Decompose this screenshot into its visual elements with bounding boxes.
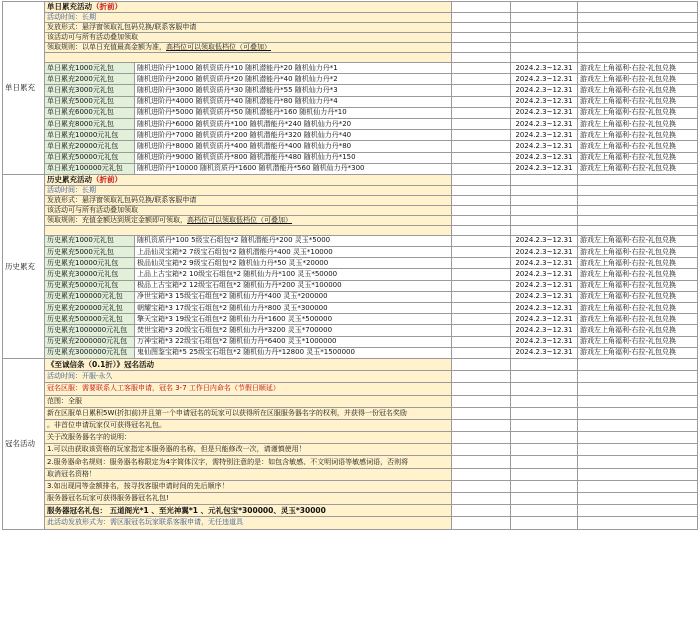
activity-date: 2024.2.3~12.31	[511, 314, 578, 325]
table-row	[3, 215, 698, 225]
naming-title: 《至诚信条（0.1折）》冠名活动	[47, 359, 155, 369]
redeem-location: 游戏左上角福利-右拉-礼包兑换	[578, 291, 698, 302]
empty-cell	[452, 43, 511, 53]
empty-cell	[452, 33, 511, 43]
empty-cell	[452, 291, 511, 302]
daily-package-name: 单日累充8000元礼包	[45, 118, 135, 129]
naming-line	[45, 383, 452, 395]
history-package-name: 历史累充1000000元礼包	[45, 325, 135, 336]
redeem-location: 游戏左上角福利-右拉-礼包兑换	[578, 74, 698, 85]
empty-cell	[452, 371, 511, 383]
daily-header-line	[45, 53, 452, 63]
history-method: 发放形式：悬浮窗领取礼包码兑换/联系客服申请	[47, 195, 197, 204]
daily-package-name: 单日累充20000元礼包	[45, 141, 135, 152]
naming-text: 2.服务器命名规则：服务器名称限定为4字简体汉字，需特别注意的是：如包含敏感、不文明词语等敏感词语，否则将	[47, 457, 409, 466]
table-row	[3, 107, 698, 118]
table-row	[3, 63, 698, 74]
empty-cell	[452, 215, 511, 225]
empty-cell	[578, 395, 698, 407]
naming-text: 关于改服务器名字的说明：	[47, 433, 131, 442]
empty-cell	[578, 23, 698, 33]
naming-line	[45, 517, 452, 529]
table-row	[3, 505, 698, 517]
empty-cell	[578, 480, 698, 492]
history-title: 历史累充活动	[47, 174, 92, 184]
empty-cell	[511, 480, 578, 492]
empty-cell	[578, 2, 698, 13]
empty-cell	[452, 225, 511, 235]
activity-date: 2024.2.3~12.31	[511, 74, 578, 85]
daily-package-content: 随机进阶丹*10000 随机资质丹*1600 随机潜能丹*560 随机仙力丹*300	[135, 163, 452, 174]
daily-package-content: 随机进阶丹*8000 随机资质丹*400 随机潜能丹*400 随机仙力丹*80	[135, 141, 452, 152]
history-package-content: 擎天宝箱*3 19级宝石组包*2 随机仙力丹*1600 灵玉*500000	[135, 314, 452, 325]
empty-cell	[511, 53, 578, 63]
empty-cell	[578, 419, 698, 431]
daily-package-content: 随机进阶丹*1000 随机资质丹*10 随机潜能丹*20 随机仙力丹*1	[135, 63, 452, 74]
table-row	[3, 13, 698, 23]
empty-cell	[452, 347, 511, 358]
history-package-name: 历史累充30000元礼包	[45, 269, 135, 280]
history-package-name: 历史累充3000000元礼包	[45, 347, 135, 358]
daily-header-line	[45, 23, 452, 33]
history-header-line	[45, 205, 452, 215]
redeem-location: 游戏左上角福利-右拉-礼包兑换	[578, 96, 698, 107]
naming-text: 服务器冠名礼包： 五道阁光*1 、至光神翼*1 、元礼包宝*300000、灵玉*30000	[47, 505, 326, 515]
empty-cell	[452, 205, 511, 215]
naming-line	[45, 493, 452, 505]
history-package-content: 万神宝箱*3 22级宝石组包*2 随机仙力丹*6400 灵玉*1000000	[135, 336, 452, 347]
table-row	[3, 53, 698, 63]
naming-line	[45, 395, 452, 407]
daily-package-content: 随机进阶丹*3000 随机资质丹*30 随机潜能丹*55 随机仙力丹*3	[135, 85, 452, 96]
activity-date: 2024.2.3~12.31	[511, 130, 578, 141]
empty-cell	[578, 13, 698, 23]
history-package-name: 历史累充500000元礼包	[45, 314, 135, 325]
history-header-line	[45, 225, 452, 235]
daily-package-name: 单日累充50000元礼包	[45, 152, 135, 163]
table-row	[3, 152, 698, 163]
table-row	[3, 96, 698, 107]
history-package-content: 极品仙灵宝箱*2 9级宝石组包*2 随机仙力丹*50 灵玉*20000	[135, 258, 452, 269]
table-row	[3, 74, 698, 85]
history-rule: 领取规则：充值金额达到规定金额即可领取，	[47, 215, 187, 224]
empty-cell	[452, 74, 511, 85]
daily-rule-underline: 高档位可以领取低档位（可叠加）	[166, 43, 271, 51]
activity-date: 2024.2.3~12.31	[511, 107, 578, 118]
redeem-location: 游戏左上角福利-右拉-礼包兑换	[578, 118, 698, 129]
empty-cell	[452, 444, 511, 456]
empty-cell	[511, 195, 578, 205]
empty-cell	[511, 493, 578, 505]
naming-line	[45, 358, 452, 370]
activity-date: 2024.2.3~12.31	[511, 163, 578, 174]
empty-cell	[452, 432, 511, 444]
daily-package-content: 随机进阶丹*4000 随机资质丹*40 随机潜能丹*80 随机仙力丹*4	[135, 96, 452, 107]
empty-cell	[511, 358, 578, 370]
table-row	[3, 235, 698, 246]
table-row	[3, 419, 698, 431]
history-package-name: 历史累充50000元礼包	[45, 280, 135, 291]
daily-header-line	[45, 33, 452, 43]
table-row	[3, 303, 698, 314]
activity-date: 2024.2.3~12.31	[511, 280, 578, 291]
naming-text: 3.如出现同等金额排名，按寻找客服申请时间的先后顺序！	[47, 481, 229, 490]
empty-cell	[511, 407, 578, 419]
empty-cell	[452, 23, 511, 33]
empty-cell	[452, 303, 511, 314]
history-title-tag: （折前）	[92, 174, 122, 184]
table-row	[3, 2, 698, 13]
naming-text: 。非首位申请玩家仅可获得冠名礼包。	[47, 420, 166, 429]
empty-cell	[578, 195, 698, 205]
empty-cell	[452, 163, 511, 174]
naming-text: 1.可以由获取该资格的玩家指定本服务器的名称，但是只能修改一次，请谨慎使用！	[47, 445, 306, 454]
activity-date: 2024.2.3~12.31	[511, 152, 578, 163]
empty-cell	[511, 371, 578, 383]
history-package-content: 焚世宝箱*3 20级宝石组包*2 随机仙力丹*3200 灵玉*700000	[135, 325, 452, 336]
naming-line	[45, 432, 452, 444]
empty-cell	[452, 336, 511, 347]
naming-line	[45, 468, 452, 480]
empty-cell	[452, 185, 511, 195]
activity-date: 2024.2.3~12.31	[511, 269, 578, 280]
empty-cell	[452, 383, 511, 395]
history-time: 活动时间：长期	[47, 185, 96, 194]
redeem-location: 游戏左上角福利-右拉-礼包兑换	[578, 63, 698, 74]
empty-cell	[452, 456, 511, 468]
daily-package-content: 随机进阶丹*6000 随机资质丹*100 随机潜能丹*240 随机仙力丹*20	[135, 118, 452, 129]
empty-cell	[511, 395, 578, 407]
empty-cell	[452, 174, 511, 185]
empty-cell	[511, 225, 578, 235]
table-row	[3, 325, 698, 336]
redeem-location: 游戏左上角福利-右拉-礼包兑换	[578, 258, 698, 269]
daily-header-line	[45, 13, 452, 23]
table-row	[3, 395, 698, 407]
table-row	[3, 336, 698, 347]
empty-cell	[578, 185, 698, 195]
activity-date: 2024.2.3~12.31	[511, 303, 578, 314]
empty-cell	[452, 517, 511, 529]
empty-cell	[578, 215, 698, 225]
history-header-line	[45, 185, 452, 195]
history-stack: 该活动可与所有活动叠加领取	[47, 205, 138, 214]
empty-cell	[452, 107, 511, 118]
naming-text: 范围：全服	[47, 396, 82, 405]
empty-cell	[578, 432, 698, 444]
naming-text: 新在区服单日累积5W(折扣前)并且第一个申请冠名的玩家可以获得所在区服服务器名字的权利，并获得一份冠名奖励	[47, 408, 407, 417]
empty-cell	[578, 383, 698, 395]
empty-cell	[511, 13, 578, 23]
empty-cell	[511, 33, 578, 43]
activity-date: 2024.2.3~12.31	[511, 85, 578, 96]
history-rule-underline: 高档位可以领取低档位（可叠加）	[187, 215, 292, 224]
empty-cell	[511, 174, 578, 185]
daily-stack: 该活动可与所有活动叠加领取	[47, 33, 138, 41]
daily-package-name: 单日累充10000元礼包	[45, 130, 135, 141]
history-package-name: 历史累充100000元礼包	[45, 291, 135, 302]
table-row	[3, 432, 698, 444]
empty-cell	[452, 13, 511, 23]
empty-cell	[511, 43, 578, 53]
table-row	[3, 269, 698, 280]
naming-text: 活动时间：开服-永久	[47, 372, 113, 381]
naming-line	[45, 444, 452, 456]
empty-cell	[452, 395, 511, 407]
empty-cell	[452, 235, 511, 246]
empty-cell	[452, 118, 511, 129]
redeem-location: 游戏左上角福利-右拉-礼包兑换	[578, 235, 698, 246]
daily-title-tag: （折前）	[92, 2, 122, 11]
daily-package-name: 单日累充2000元礼包	[45, 74, 135, 85]
daily-time: 活动时间：长期	[47, 13, 96, 21]
empty-cell	[578, 456, 698, 468]
table-row	[3, 141, 698, 152]
daily-package-content: 随机进阶丹*2000 随机资质丹*20 随机潜能丹*40 随机仙力丹*2	[135, 74, 452, 85]
empty-cell	[578, 43, 698, 53]
empty-cell	[578, 371, 698, 383]
empty-cell	[452, 358, 511, 370]
daily-package-name: 单日累充3000元礼包	[45, 85, 135, 96]
redeem-location: 游戏左上角福利-右拉-礼包兑换	[578, 269, 698, 280]
daily-package-content: 随机进阶丹*9000 随机资质丹*800 随机潜能丹*480 随机仙力丹*150	[135, 152, 452, 163]
empty-cell	[452, 480, 511, 492]
history-package-name: 历史累充2000000元礼包	[45, 336, 135, 347]
empty-cell	[452, 269, 511, 280]
history-header-line	[45, 215, 452, 225]
table-row	[3, 174, 698, 185]
empty-cell	[511, 205, 578, 215]
empty-cell	[578, 33, 698, 43]
empty-cell	[452, 505, 511, 517]
history-package-content: 极品上古宝箱*2 12级宝石组包*2 随机仙力丹*200 灵玉*100000	[135, 280, 452, 291]
history-package-name: 历史累充5000元礼包	[45, 247, 135, 258]
empty-cell	[578, 493, 698, 505]
daily-package-content: 随机进阶丹*5000 随机资质丹*50 随机潜能丹*160 随机仙力丹*10	[135, 107, 452, 118]
empty-cell	[511, 419, 578, 431]
empty-cell	[511, 468, 578, 480]
empty-cell	[511, 2, 578, 13]
naming-line	[45, 419, 452, 431]
history-category: 历史累充	[3, 174, 45, 358]
table-row	[3, 225, 698, 235]
activity-date: 2024.2.3~12.31	[511, 96, 578, 107]
table-row	[3, 468, 698, 480]
history-package-name: 历史累充10000元礼包	[45, 258, 135, 269]
table-row	[3, 195, 698, 205]
empty-cell	[452, 63, 511, 74]
table-row	[3, 407, 698, 419]
daily-package-name: 单日累充100000元礼包	[45, 163, 135, 174]
empty-cell	[452, 493, 511, 505]
table-row	[3, 371, 698, 383]
empty-cell	[452, 325, 511, 336]
empty-cell	[511, 432, 578, 444]
table-row	[3, 247, 698, 258]
empty-cell	[578, 174, 698, 185]
history-package-content: 上品上古宝箱*2 10级宝石组包*2 随机仙力丹*100 灵玉*50000	[135, 269, 452, 280]
table-row	[3, 493, 698, 505]
naming-line	[45, 456, 452, 468]
activity-date: 2024.2.3~12.31	[511, 347, 578, 358]
history-package-name: 历史累充1000元礼包	[45, 235, 135, 246]
redeem-location: 游戏左上角福利-右拉-礼包兑换	[578, 130, 698, 141]
empty-cell	[511, 456, 578, 468]
daily-header-line	[45, 43, 452, 53]
table-row	[3, 163, 698, 174]
daily-title: 单日累充活动	[47, 2, 92, 11]
redeem-location: 游戏左上角福利-右拉-礼包兑换	[578, 347, 698, 358]
activity-date: 2024.2.3~12.31	[511, 141, 578, 152]
empty-cell	[452, 314, 511, 325]
history-package-content: 上品仙灵宝箱*2 7级宝石组包*2 随机潜能丹*400 灵玉*10000	[135, 247, 452, 258]
empty-cell	[452, 130, 511, 141]
empty-cell	[578, 505, 698, 517]
activity-date: 2024.2.3~12.31	[511, 63, 578, 74]
empty-cell	[452, 2, 511, 13]
empty-cell	[578, 205, 698, 215]
empty-cell	[452, 247, 511, 258]
naming-line	[45, 407, 452, 419]
empty-cell	[452, 468, 511, 480]
table-row	[3, 258, 698, 269]
empty-cell	[511, 23, 578, 33]
empty-cell	[452, 141, 511, 152]
table-row	[3, 517, 698, 529]
history-header-line	[45, 195, 452, 205]
table-row	[3, 185, 698, 195]
daily-package-name: 单日累充6000元礼包	[45, 107, 135, 118]
naming-category: 冠名活动	[3, 358, 45, 529]
naming-text: 服务器冠名玩家可获得服务器冠名礼包!	[47, 494, 169, 503]
table-row	[3, 347, 698, 358]
naming-text: 冠名区服：需要联系人工客服申请，冠名 3-7 工作日内命名（节假日顺延）	[47, 384, 280, 393]
history-package-name: 历史累充200000元礼包	[45, 303, 135, 314]
table-row	[3, 456, 698, 468]
naming-text: 取消冠名资格！	[47, 469, 96, 478]
empty-cell	[578, 53, 698, 63]
table-row	[3, 33, 698, 43]
redeem-location: 游戏左上角福利-右拉-礼包兑换	[578, 314, 698, 325]
activity-date: 2024.2.3~12.31	[511, 291, 578, 302]
daily-package-name: 单日累充1000元礼包	[45, 63, 135, 74]
empty-cell	[511, 444, 578, 456]
redeem-location: 游戏左上角福利-右拉-礼包兑换	[578, 280, 698, 291]
redeem-location: 游戏左上角福利-右拉-礼包兑换	[578, 336, 698, 347]
table-row	[3, 43, 698, 53]
empty-cell	[452, 152, 511, 163]
activity-table	[2, 1, 698, 530]
redeem-location: 游戏左上角福利-右拉-礼包兑换	[578, 163, 698, 174]
empty-cell	[511, 185, 578, 195]
naming-line	[45, 480, 452, 492]
empty-cell	[452, 195, 511, 205]
naming-text: 此活动发放形式为：需区服冠名玩家联系客服申请，无任违道具	[47, 518, 243, 527]
empty-cell	[452, 53, 511, 63]
empty-cell	[511, 215, 578, 225]
empty-cell	[511, 505, 578, 517]
redeem-location: 游戏左上角福利-右拉-礼包兑换	[578, 85, 698, 96]
empty-cell	[452, 85, 511, 96]
daily-rule: 领取规则：以单日充值最高金额为准，	[47, 43, 166, 51]
empty-cell	[452, 280, 511, 291]
table-row	[3, 383, 698, 395]
empty-cell	[452, 258, 511, 269]
empty-cell	[578, 407, 698, 419]
table-row	[3, 118, 698, 129]
redeem-location: 游戏左上角福利-右拉-礼包兑换	[578, 107, 698, 118]
redeem-location: 游戏左上角福利-右拉-礼包兑换	[578, 141, 698, 152]
table-row	[3, 291, 698, 302]
empty-cell	[452, 419, 511, 431]
empty-cell	[578, 358, 698, 370]
table-row	[3, 314, 698, 325]
daily-package-name: 单日累充5000元礼包	[45, 96, 135, 107]
table-row	[3, 23, 698, 33]
table-row	[3, 130, 698, 141]
table-row	[3, 280, 698, 291]
daily-category: 单日累充	[3, 2, 45, 175]
history-package-content: 净世宝箱*3 15级宝石组包*2 随机仙力丹*400 灵玉*200000	[135, 291, 452, 302]
empty-cell	[452, 96, 511, 107]
table-row	[3, 205, 698, 215]
daily-header-line	[45, 2, 452, 13]
empty-cell	[578, 517, 698, 529]
table-row	[3, 480, 698, 492]
empty-cell	[452, 407, 511, 419]
table-row	[3, 85, 698, 96]
redeem-location: 游戏左上角福利-右拉-礼包兑换	[578, 247, 698, 258]
history-header-line	[45, 174, 452, 185]
activity-date: 2024.2.3~12.31	[511, 118, 578, 129]
redeem-location: 游戏左上角福利-右拉-礼包兑换	[578, 325, 698, 336]
empty-cell	[511, 517, 578, 529]
daily-method: 发放形式：悬浮窗领取礼包码兑换/联系客服申请	[47, 23, 197, 31]
activity-date: 2024.2.3~12.31	[511, 247, 578, 258]
activity-date: 2024.2.3~12.31	[511, 235, 578, 246]
empty-cell	[578, 444, 698, 456]
naming-line	[45, 505, 452, 517]
activity-date: 2024.2.3~12.31	[511, 258, 578, 269]
history-package-content: 随机资质丹*100 5级宝石组包*2 随机潜能丹*200 灵玉*5000	[135, 235, 452, 246]
naming-line	[45, 371, 452, 383]
redeem-location: 游戏左上角福利-右拉-礼包兑换	[578, 152, 698, 163]
empty-cell	[511, 383, 578, 395]
history-package-content: 朝耀宝箱*3 17级宝石组包*2 随机仙力丹*800 灵玉*300000	[135, 303, 452, 314]
table-row	[3, 358, 698, 370]
daily-package-content: 随机进阶丹*7000 随机资质丹*200 随机潜能丹*320 随机仙力丹*40	[135, 130, 452, 141]
redeem-location: 游戏左上角福利-右拉-礼包兑换	[578, 303, 698, 314]
activity-date: 2024.2.3~12.31	[511, 325, 578, 336]
empty-cell	[578, 468, 698, 480]
table-row	[3, 444, 698, 456]
activity-date: 2024.2.3~12.31	[511, 336, 578, 347]
history-package-content: 鬼仙图鉴宝箱*5 25级宝石组包*2 随机仙力丹*12800 灵玉*1500000	[135, 347, 452, 358]
empty-cell	[578, 225, 698, 235]
